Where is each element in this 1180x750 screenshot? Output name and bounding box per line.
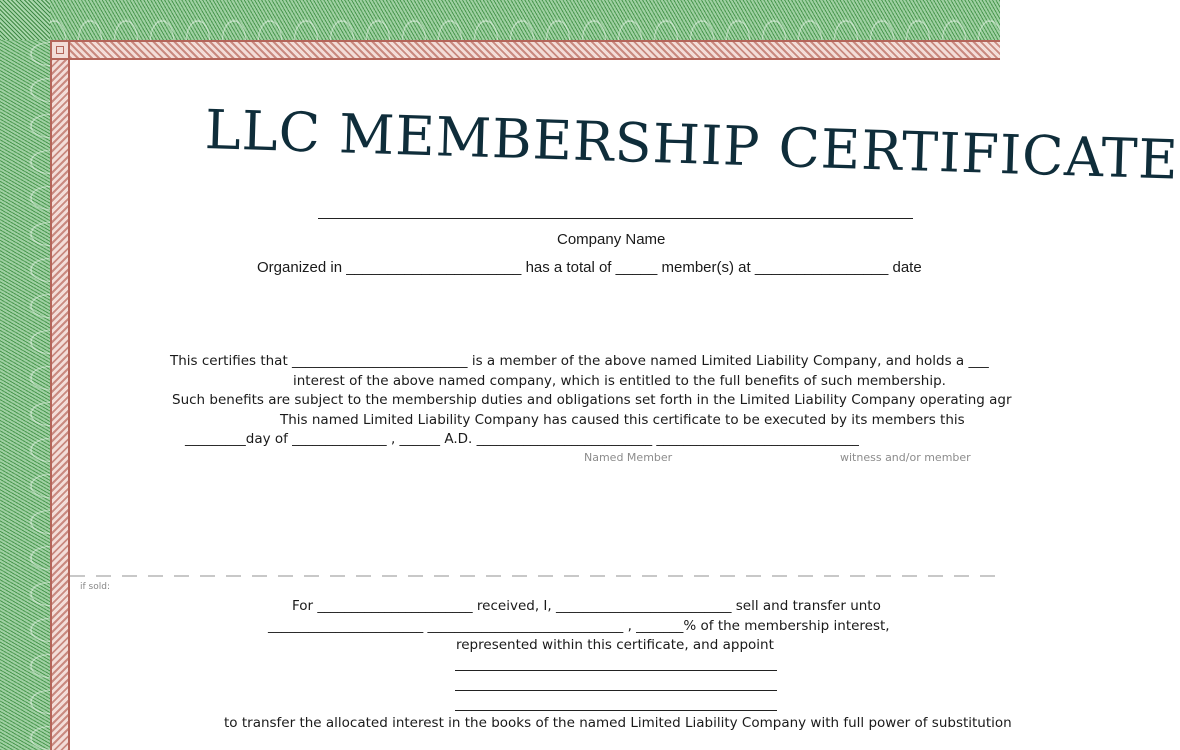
company-name-line: [318, 218, 913, 219]
certifies-line-1: This certifies that __________________________ is a member of the above named Limited Liability Company, and holds a ___: [170, 353, 989, 369]
witness-label: witness and/or member: [840, 451, 971, 464]
transfer-line-3: represented within this certificate, and appoint: [456, 637, 774, 653]
execution-date-line: _________day of ______________ , ______ A.D. __________________________ ______________________________: [185, 431, 859, 447]
guilloche-border-left: [0, 0, 50, 750]
cut-line: [70, 575, 1000, 577]
transfer-line-1: For _______________________ received, I, __________________________ sell and transfer unto: [292, 598, 881, 614]
appointee-line-1: [455, 670, 777, 671]
certifies-line-3: Such benefits are subject to the membership duties and obligations set forth in the Limited Liability Company operating agr: [172, 392, 1012, 408]
transfer-line-2: _______________________ _____________________________ , _______% of the membership interest,: [268, 618, 890, 634]
guilloche-border-top: [0, 0, 1000, 40]
company-name-label: Company Name: [557, 231, 666, 248]
certificate-title: LLC MEMBERSHIP CERTIFICATE: [204, 98, 1180, 192]
transfer-line-4: to transfer the allocated interest in the books of the named Limited Liability Company with full power of substitution: [224, 715, 1012, 731]
appointee-line-3: [455, 710, 777, 711]
rope-corner-ornament: [50, 40, 70, 60]
rope-border-left: [50, 40, 70, 750]
appointee-line-2: [455, 690, 777, 691]
certifies-line-2: interest of the above named company, which is entitled to the full benefits of such membership.: [293, 373, 946, 389]
named-member-label: Named Member: [584, 451, 673, 464]
rope-border-top: [50, 40, 1000, 60]
certifies-line-4: This named Limited Liability Company has caused this certificate to be executed by its members this: [280, 412, 965, 428]
if-sold-label: if sold:: [80, 582, 110, 592]
organized-line: Organized in _____________________ has a total of _____ member(s) at ________________ date: [257, 259, 922, 276]
border-corner: [0, 0, 50, 40]
